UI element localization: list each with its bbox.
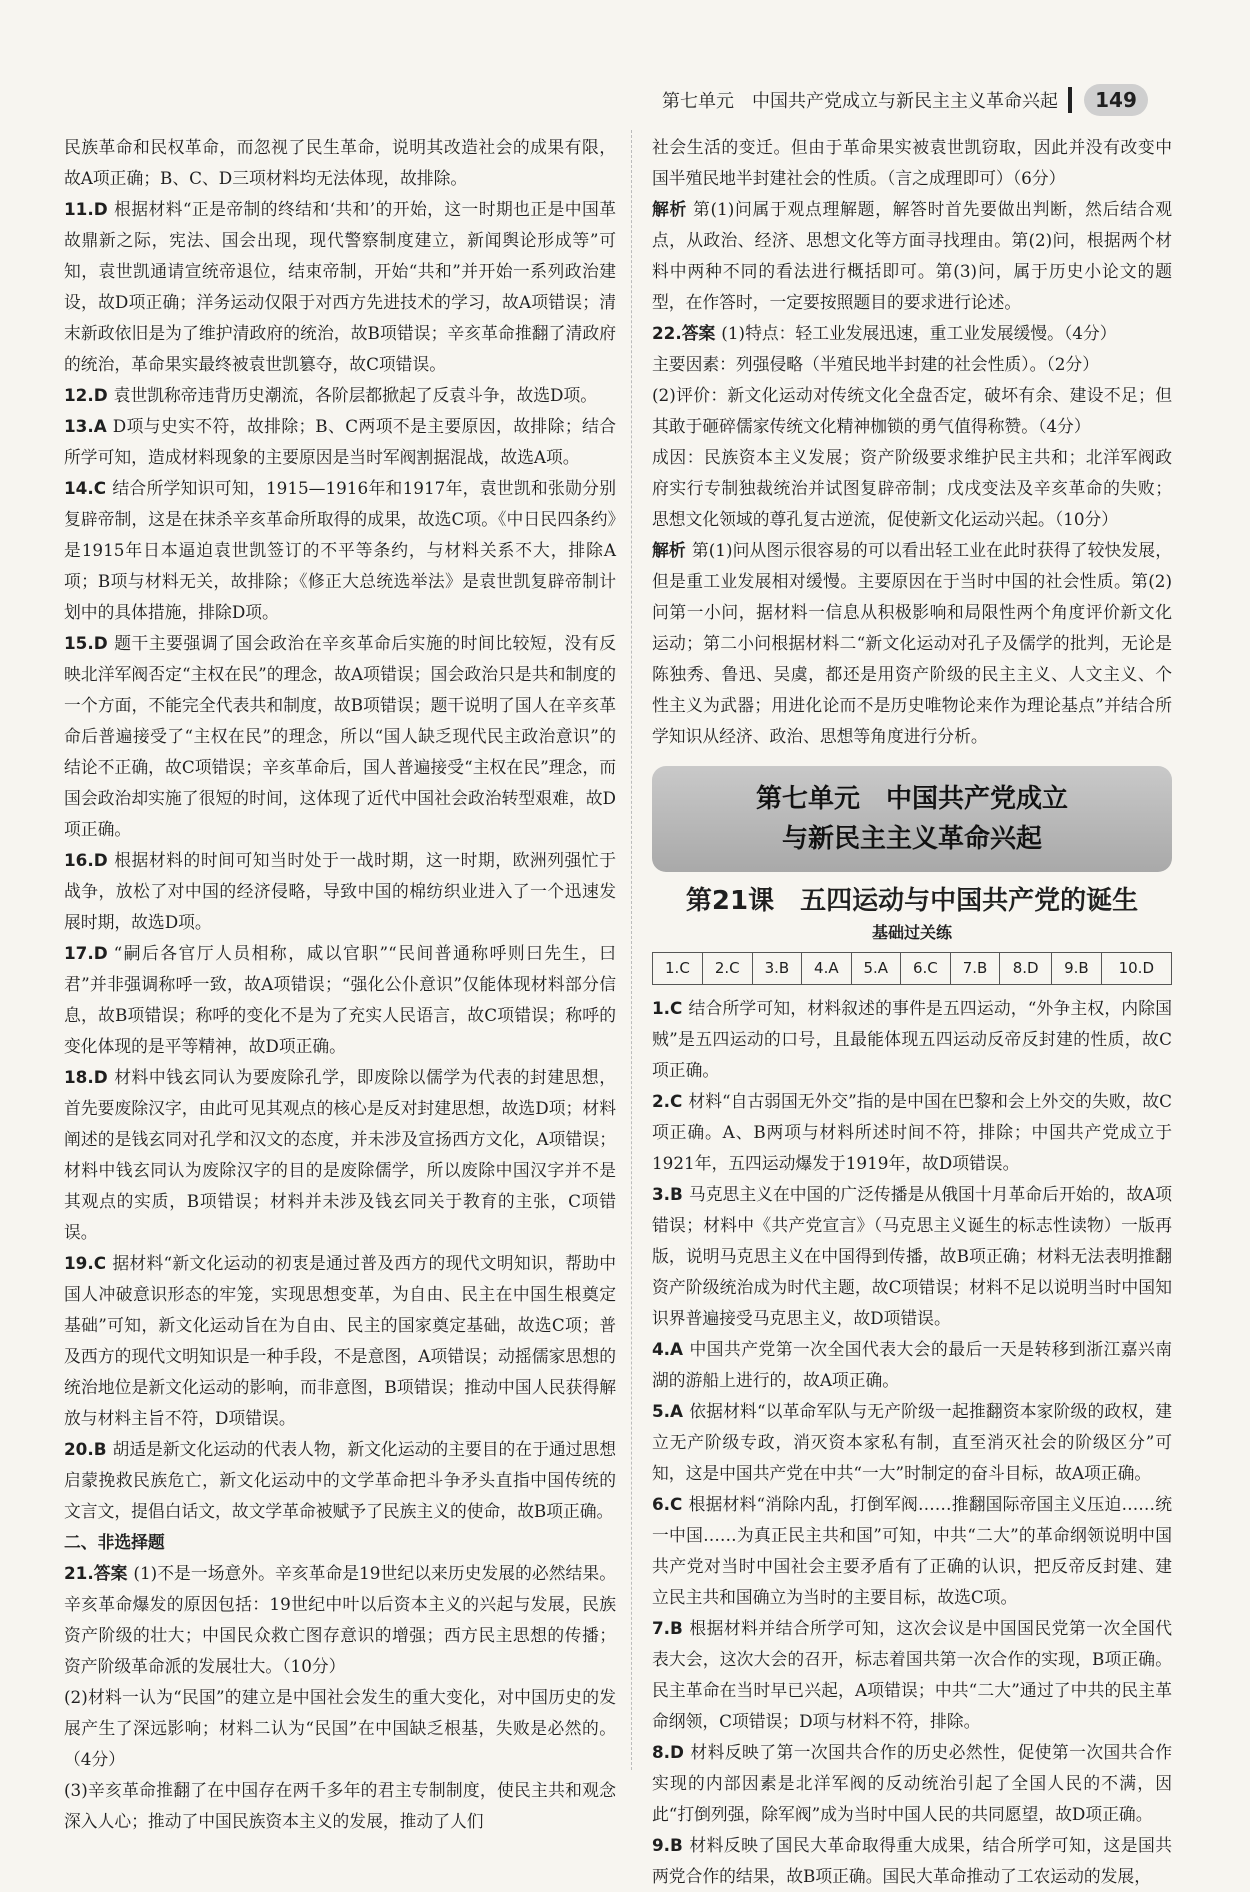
q22-analysis: 解析 第(1)问从图示很容易的可以看出轻工业在此时获得了较快发展，但是重工业发展相对缓慢。主要原因在于当时中国的社会性质。第(2)问第一小问，据材料一信息从积极影响和局限性两个角度评价新文化运动；第二小问根据材料二“新文化运动对孔子及儒学的批判，无论是陈独秀、鲁迅、吴虞，都还是用资产阶级的民主主义、人文主义、个性主义为武器；用进化论而不是历史唯物论来作为理论基点”并结合所学知识从经济、政治、思想等角度进行分析。: [652, 540, 1172, 746]
q21-analysis: 解析 第(1)问属于观点理解题，解答时首先要做出判断，然后结合观点，从政治、经济、思想文化等方面寻找理由。第(2)问，根据两个材料中两种不同的看法进行概括即可。第(3)问，属于历史小论文的题型，在作答时，一定要按照题目的要求进行论述。: [652, 199, 1172, 312]
answer-key-cell: 2.C: [702, 953, 752, 985]
answer-item: 5.A 依据材料“以革命军队与无产阶级一起推翻资本家阶级的政权，建立无产阶级专政，消灭资本家私有制，直至消灭社会的阶级区分”可知，这是中国共产党在中共“一大”时制定的奋斗目标，故A项正确。: [652, 1401, 1172, 1483]
unit-banner-line1: 第七单元 中国共产党成立: [755, 784, 1068, 814]
column-divider: [631, 130, 632, 1770]
q22-part: 主要因素：列强侵略（半殖民地半封建的社会性质）。（2分）: [652, 354, 1099, 374]
answer-key-cell: 10.D: [1101, 953, 1171, 985]
header-bar: [1068, 87, 1072, 113]
q22-answer: 22.答案 (1)特点：轻工业发展迅速，重工业发展缓慢。（4分）: [652, 323, 1117, 343]
left-column: [64, 132, 616, 1837]
answer-item: 18.D 材料中钱玄同认为要废除孔学，即废除以儒学为代表的封建思想，首先要废除汉字，由此可见其观点的核心是反对封建思想，故选D项；材料阐述的是钱玄同对孔学和汉文的态度，并未涉及宣扬西方文化，A项错误；材料中钱玄同认为废除汉字的目的是废除儒学，所以废除中国汉字并不是其观点的实质，B项错误；材料并未涉及钱玄同关于教育的主张，C项错误。: [64, 1067, 616, 1242]
answer-key-cell: 6.C: [900, 953, 950, 985]
answer-item: 15.D 题干主要强调了国会政治在辛亥革命后实施的时间比较短，没有反映北洋军阀否定“主权在民”的理念，故A项错误；国会政治只是共和制度的一个方面，不能完全代表共和制度，故B项错误；题干说明了国人在辛亥革命后普遍接受了“主权在民”的理念，所以“国人缺乏现代民主政治意识”的结论不正确，故C项错误；辛亥革命后，国人普遍接受“主权在民”理念，而国会政治却实施了很短的时间，这体现了近代中国社会政治转型艰难，故D项正确。: [64, 633, 616, 839]
header-title: 中国共产党成立与新民主主义革命兴起: [752, 91, 1058, 112]
answer-item: 12.D 袁世凯称帝违背历史潮流，各阶层都掀起了反袁斗争，故选D项。: [64, 385, 598, 405]
answer-key-cell: 8.D: [1000, 953, 1052, 985]
answer-item: 7.B 根据材料并结合所学可知，这次会议是中国国民党第一次全国代表大会，这次大会的召开，标志着国共第一次合作的实现，B项正确。民主革命在当时早已兴起，A项错误；中共“二大”通过了中共的民主革命纲领，C项错误；D项与材料不符，排除。: [652, 1618, 1172, 1731]
page-header: [662, 82, 1222, 118]
section-heading: 二、非选择题: [64, 1532, 165, 1552]
answer-key-cell: 7.B: [950, 953, 999, 985]
answer-key-cell: 9.B: [1052, 953, 1101, 985]
answer-item: 2.C 材料“自古弱国无外交”指的是中国在巴黎和会上外交的失败，故C项正确。A、B两项与材料所述时间不符，排除；中国共产党成立于1921年，五四运动爆发于1919年，故D项错误。: [652, 1091, 1172, 1173]
answer-item: 4.A 中国共产党第一次全国代表大会的最后一天是转移到浙江嘉兴南湖的游船上进行的，故A项正确。: [652, 1339, 1172, 1390]
answer-item: 16.D 根据材料的时间可知当时处于一战时期，这一时期，欧洲列强忙于战争，放松了对中国的经济侵略，导致中国的棉纺织业进入了一个迅速发展时期，故选D项。: [64, 850, 616, 932]
q21-part3: (3)辛亥革命推翻了在中国存在两千多年的君主专制制度，使民主共和观念深入人心；推动了中国民族资本主义的发展，推动了人们: [64, 1780, 616, 1831]
q21-answer: 21.答案 (1)不是一场意外。辛亥革命是19世纪以来历史发展的必然结果。辛亥革命爆发的原因包括：19世纪中叶以后资本主义的兴起与发展，民族资产阶级的壮大；中国民众救亡图存意识的增强；西方民主思想的传播；资产阶级革命派的发展壮大。（10分）: [64, 1563, 616, 1676]
answer-item: 13.A D项与史实不符，故排除；B、C两项不是主要原因，故排除；结合所学可知，造成材料现象的主要原因是当时军阀割据混战，故选A项。: [64, 416, 616, 467]
lesson-title: 第21课 五四运动与中国共产党的诞生: [685, 886, 1139, 916]
q21-continued: 社会生活的变迁。但由于革命果实被袁世凯窃取，因此并没有改变中国半殖民地半封建社会的性质。（言之成理即可）（6分）: [652, 137, 1172, 188]
answer-item: 17.D “嗣后各官厅人员相称，咸以官职”“民间普通称呼则曰先生，曰君”并非强调称呼一致，故A项错误；“强化公仆意识”仅能体现材料部分信息，故B项错误；称呼的变化不是为了充实人民语言，故C项错误；称呼的变化体现的是平等精神，故D项正确。: [64, 943, 616, 1056]
answer-item: 19.C 据材料“新文化运动的初衷是通过普及西方的现代文明知识，帮助中国人冲破意识形态的牢笼，实现思想变革，为自由、民主在中国生根奠定基础”可知，新文化运动旨在为自由、民主的国家奠定基础，故选C项；普及西方的现代文明知识是一种手段，不是意图，A项错误；动摇儒家思想的统治地位是新文化运动的影响，而非意图，B项错误；推动中国人民获得解放与材料主旨不符，D项错误。: [64, 1253, 616, 1428]
answer-item: 14.C 结合所学知识可知，1915—1916年和1917年，袁世凯和张勋分别复辟帝制，这是在抹杀辛亥革命所取得的成果，故选C项。《中日民四条约》是1915年日本逼迫袁世凯签订的不平等条约，与材料关系不大，排除A项；B项与材料无关，故排除；《修正大总统选举法》是袁世凯复辟帝制计划中的具体措施，排除D项。: [64, 478, 616, 622]
right-column: [652, 132, 1172, 1892]
page-number: 149: [1084, 84, 1148, 116]
answer-key-cell: 3.B: [752, 953, 801, 985]
q22-part: 成因：民族资本主义发展；资产阶级要求维护民主共和；北洋军阀政府实行专制独裁统治并试图复辟帝制；戊戌变法及辛亥革命的失败；思想文化领域的尊孔复古逆流，促使新文化运动兴起。（10分）: [652, 447, 1172, 529]
answer-item: 3.B 马克思主义在中国的广泛传播是从俄国十月革命后开始的，故A项错误；材料中《共产党宣言》（马克思主义诞生的标志性读物）一版再版，说明马克思主义在中国得到传播，故B项正确；材料无法表明推翻资产阶级统治成为时代主题，故C项错误；材料不足以说明当时中国知识界普遍接受马克思主义，故D项错误。: [652, 1184, 1172, 1328]
answer-item: 6.C 根据材料“消除内乱，打倒军阀……推翻国际帝国主义压迫……统一中国……为真正民主共和国”可知，中共“二大”的革命纲领说明中国共产党对当时中国社会主要矛盾有了正确的认识，把反帝反封建、建立民主共和国确立为当时的主要目标，故选C项。: [652, 1494, 1172, 1607]
answer-key-row: [653, 953, 1172, 985]
answer-key-cell: 1.C: [653, 953, 703, 985]
lesson-subtitle: 基础过关练: [871, 923, 952, 942]
intro-text: 民族革命和民权革命，而忽视了民生革命，说明其改造社会的成果有限，故A项正确；B、C、D三项材料均无法体现，故排除。: [64, 137, 616, 188]
answer-item: 1.C 结合所学可知，材料叙述的事件是五四运动，“外争主权，内除国贼”是五四运动的口号，且最能体现五四运动反帝反封建的性质，故C项正确。: [652, 998, 1172, 1080]
unit-banner-line2: 与新民主主义革命兴起: [781, 824, 1042, 854]
answer-key-table: [652, 952, 1172, 985]
header-unit: 第七单元: [662, 91, 734, 112]
answer-item: 9.B 材料反映了国民大革命取得重大成果，结合所学可知，这是国共两党合作的结果，故B项正确。国民大革命推动了工农运动的发展，: [652, 1835, 1172, 1886]
answer-item: 20.B 胡适是新文化运动的代表人物，新文化运动的主要目的在于通过思想启蒙挽救民族危亡，新文化运动中的文学革命把斗争矛头直指中国传统的文言文，提倡白话文，故文学革命被赋予了民族主义的使命，故B项正确。: [64, 1439, 616, 1521]
q22-part: (2)评价：新文化运动对传统文化全盘否定，破坏有余、建设不足；但其敢于砸碎儒家传统文化精神枷锁的勇气值得称赞。（4分）: [652, 385, 1172, 436]
q21-part2: (2)材料一认为“民国”的建立是中国社会发生的重大变化，对中国历史的发展产生了深远影响；材料二认为“民国”在中国缺乏根基，失败是必然的。（4分）: [64, 1687, 616, 1769]
answer-item: 8.D 材料反映了第一次国共合作的历史必然性，促使第一次国共合作实现的内部因素是北洋军阀的反动统治引起了全国人民的不满，因此“打倒列强，除军阀”成为当时中国人民的共同愿望，故D项正确。: [652, 1742, 1172, 1824]
unit-banner: [652, 766, 1172, 872]
answer-item: 11.D 根据材料“正是帝制的终结和‘共和’的开始，这一时期也正是中国革故鼎新之际，宪法、国会出现，现代警察制度建立，新闻舆论形成等”可知，袁世凯通请宣统帝退位，结束帝制，开始“共和”并开始一系列政治建设，故D项正确；洋务运动仅限于对西方先进技术的学习，故A项错误；清末新政依旧是为了维护清政府的统治，故B项错误；辛亥革命推翻了清政府的统治，革命果实最终被袁世凯篡夺，故C项错误。: [64, 199, 616, 374]
answer-key-cell: 5.A: [851, 953, 900, 985]
answer-key-cell: 4.A: [802, 953, 851, 985]
